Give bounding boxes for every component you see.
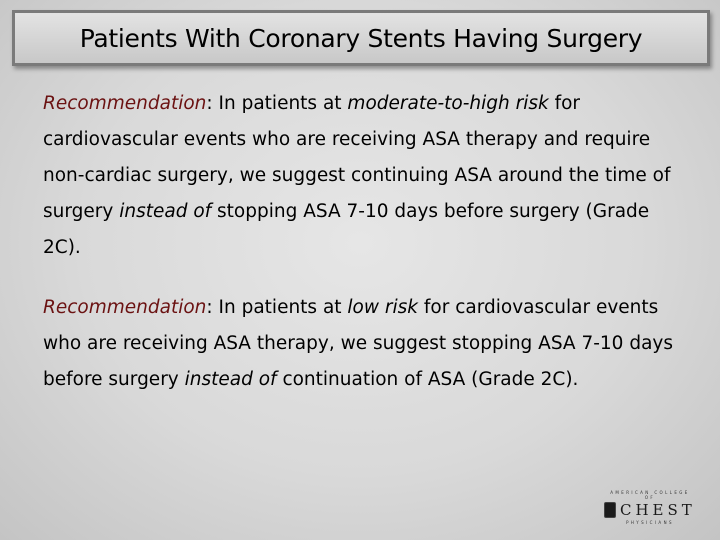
slide-title: Patients With Coronary Stents Having Surgery	[79, 23, 643, 53]
recommendation-text: stopping ASA 7-10 days before surgery (Grade 2C).	[43, 201, 650, 258]
recommendation-text: In patients at	[218, 297, 348, 318]
risk-level-emphasis: moderate-to-high risk	[347, 93, 549, 114]
recommendation-2	[43, 290, 673, 398]
title-bar	[12, 10, 710, 66]
risk-level-emphasis: low risk	[347, 297, 418, 318]
instead-of-emphasis: instead of	[119, 201, 212, 222]
recommendation-text: In patients at	[218, 93, 348, 114]
logo-top-text: AMERICAN COLLEGE OF	[610, 490, 690, 500]
recommendation-label: Recommendation	[43, 297, 207, 318]
recommendation-colon: :	[206, 93, 219, 114]
seal-icon	[604, 502, 616, 518]
recommendation-text: continuation of ASA (Grade 2C).	[276, 369, 579, 390]
recommendation-label: Recommendation	[43, 93, 207, 114]
logo-bottom-text: PHYSICIANS	[626, 520, 674, 525]
logo-name: CHEST	[620, 500, 696, 519]
recommendation-colon: :	[206, 297, 219, 318]
recommendation-text: for cardiovascular events who are receiving ASA therapy and require non-cardiac surgery, we suggest continuing ASA around the time of surgery	[43, 93, 671, 222]
chest-physicians-logo	[604, 490, 696, 524]
instead-of-emphasis: instead of	[184, 369, 277, 390]
recommendation-1	[43, 86, 673, 266]
logo-main	[604, 502, 696, 518]
recommendation-text: for cardiovascular events who are receiving ASA therapy, we suggest stopping ASA 7-10 days before surgery	[43, 297, 673, 390]
slide-content	[43, 86, 673, 422]
